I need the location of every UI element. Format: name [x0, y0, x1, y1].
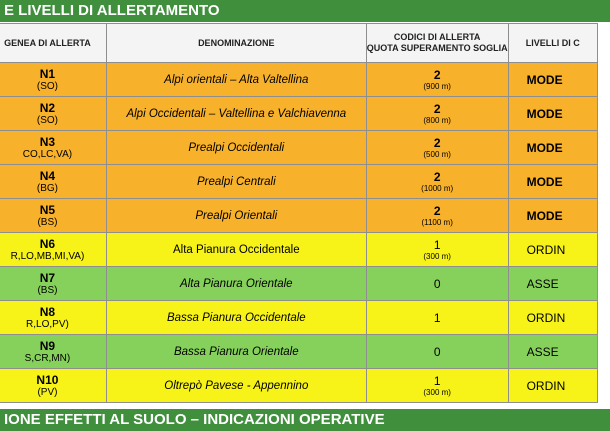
table-row [0, 233, 598, 267]
code-cell [366, 97, 508, 131]
table-row [0, 369, 598, 403]
zone-provinces: (SO) [36, 114, 58, 126]
zone-provinces: R,LO,MB,MI,VA) [10, 250, 85, 262]
level-cell: ORDIN [508, 301, 597, 335]
code-cell [366, 301, 508, 335]
col-header-code-line1: CODICI DI ALLERTA [393, 32, 481, 42]
zone-name: Prealpi Orientali [106, 199, 366, 233]
code-cell [366, 267, 508, 301]
table-row [0, 97, 598, 131]
zone-cell [0, 165, 106, 199]
alert-code: 1 [433, 373, 441, 388]
col-header-level: LIVELLI DI C [508, 24, 597, 63]
zone-cell [0, 301, 106, 335]
zone-cell [0, 199, 106, 233]
zone-cell [0, 369, 106, 403]
zone-code: N8 [39, 304, 56, 319]
alert-code: 1 [433, 237, 441, 252]
zone-provinces: (SO) [36, 80, 58, 92]
level-cell: ORDIN [508, 369, 597, 403]
level-cell: MODE [508, 199, 597, 233]
zone-cell [0, 233, 106, 267]
alert-code: 2 [433, 135, 441, 150]
zone-name: Prealpi Centrali [106, 165, 366, 199]
table-row [0, 63, 598, 97]
level-cell: ASSE [508, 267, 597, 301]
alert-code: 2 [433, 101, 441, 116]
alert-code: 0 [433, 276, 441, 291]
threshold-quota: (1000 m) [421, 183, 454, 193]
level-cell: MODE [508, 131, 597, 165]
zone-provinces: S,CR,MN) [24, 352, 71, 364]
zone-code: N6 [39, 236, 56, 251]
zone-provinces: R,LO,PV) [26, 318, 69, 330]
threshold-quota: (300 m) [423, 251, 451, 261]
threshold-quota: (800 m) [423, 115, 451, 125]
zone-code: N9 [39, 338, 56, 353]
level-cell: MODE [508, 97, 597, 131]
code-cell [366, 199, 508, 233]
alert-code: 2 [433, 169, 441, 184]
code-cell [366, 131, 508, 165]
level-cell: ORDIN [508, 233, 597, 267]
section-banner: IONE EFFETTI AL SUOLO – INDICAZIONI OPERATIVE [0, 409, 610, 431]
zone-name: Bassa Pianura Occidentale [106, 301, 366, 335]
table-row [0, 335, 598, 369]
threshold-quota: (500 m) [423, 149, 451, 159]
code-cell [366, 335, 508, 369]
zone-provinces: (BS) [37, 284, 58, 296]
title-banner: E LIVELLI DI ALLERTAMENTO [0, 0, 610, 22]
zone-code: N10 [36, 372, 59, 387]
zone-name: Alpi Occidentali – Valtellina e Valchiavenna [106, 97, 366, 131]
table-row [0, 131, 598, 165]
zone-name: Alta Pianura Occidentale [106, 233, 366, 267]
col-header-code-line2: QUOTA SUPERAMENTO SOGLIA [366, 43, 508, 53]
code-cell [366, 233, 508, 267]
alert-code: 0 [433, 344, 441, 359]
zone-code: N4 [39, 168, 56, 183]
table-row [0, 199, 598, 233]
zone-name: Bassa Pianura Orientale [106, 335, 366, 369]
alert-code: 2 [433, 203, 441, 218]
zone-code: N5 [39, 202, 56, 217]
zone-provinces: (PV) [37, 386, 58, 398]
zone-name: Alta Pianura Orientale [106, 267, 366, 301]
zone-cell [0, 131, 106, 165]
zone-cell [0, 97, 106, 131]
level-cell: MODE [508, 63, 597, 97]
col-header-zone: GENEA DI ALLERTA [0, 24, 106, 63]
header-row [0, 24, 598, 63]
table-row [0, 165, 598, 199]
zone-name: Oltrepò Pavese - Appennino [106, 369, 366, 403]
zone-code: N3 [39, 134, 56, 149]
alert-table [0, 23, 598, 403]
threshold-quota: (1100 m) [421, 217, 453, 227]
zone-name: Prealpi Occidentali [106, 131, 366, 165]
col-header-code [366, 24, 508, 63]
zone-provinces: (BS) [37, 216, 58, 228]
code-cell [366, 63, 508, 97]
threshold-quota: (300 m) [423, 387, 451, 397]
code-cell [366, 369, 508, 403]
level-cell: MODE [508, 165, 597, 199]
zone-cell [0, 267, 106, 301]
table-row [0, 301, 598, 335]
alert-code: 1 [433, 310, 441, 325]
zone-cell [0, 63, 106, 97]
table-row [0, 267, 598, 301]
zone-name: Alpi orientali – Alta Valtellina [106, 63, 366, 97]
zone-code: N1 [39, 66, 56, 81]
code-cell [366, 165, 508, 199]
threshold-quota: (900 m) [423, 81, 451, 91]
zone-cell [0, 335, 106, 369]
alert-code: 2 [433, 67, 441, 82]
col-header-name: DENOMINAZIONE [106, 24, 366, 63]
zone-code: N7 [39, 270, 56, 285]
zone-code: N2 [39, 100, 56, 115]
zone-provinces: CO,LC,VA) [22, 148, 73, 160]
level-cell: ASSE [508, 335, 597, 369]
zone-provinces: (BG) [36, 182, 58, 194]
